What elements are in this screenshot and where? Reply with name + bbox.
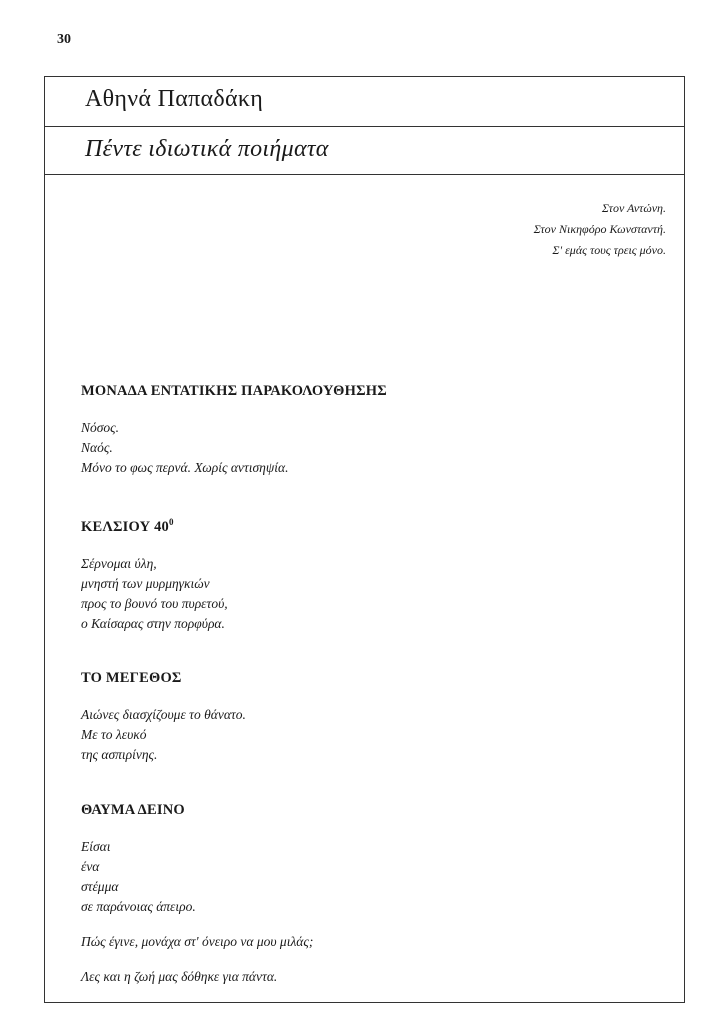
poem-stanza bbox=[81, 967, 641, 987]
author-band bbox=[45, 77, 684, 127]
poem-line: Πώς έγινε, μονάχα στ' όνειρο να μου μιλάς; bbox=[81, 933, 314, 949]
poem-title-superscript: 0 bbox=[168, 517, 174, 527]
poem-line: Λες και η ζωή μας δόθηκε για πάντα. bbox=[81, 968, 278, 984]
poem-stanza bbox=[81, 705, 641, 765]
poems-content bbox=[81, 381, 641, 987]
work-title: Πέντε ιδιωτικά ποιήματα bbox=[85, 136, 329, 162]
poem-line: Αιώνες διασχίζουμε το θάνατο. bbox=[81, 706, 246, 722]
poem-stanza bbox=[81, 837, 641, 917]
poem-line: Με το λευκό bbox=[81, 726, 147, 742]
poem-line: ένα bbox=[81, 858, 100, 874]
poem-line: Ναός. bbox=[81, 440, 113, 455]
poem-title: ΜΟΝΑΔΑ ΕΝΤΑΤΙΚΗΣ ΠΑΡΑΚΟΛΟΥΘΗΣΗΣ bbox=[81, 383, 387, 399]
poem-line: Είσαι bbox=[81, 838, 111, 854]
poem-line: προς το βουνό του πυρετού, bbox=[81, 595, 228, 611]
dedication-line: Σ' εμάς τους τρεις μόνο. bbox=[552, 243, 666, 257]
title-band bbox=[45, 127, 684, 175]
poem-title-text: ΚΕΛΣΙΟΥ 40 bbox=[81, 518, 169, 535]
poem-title bbox=[81, 512, 641, 537]
poem-stanza bbox=[81, 418, 641, 478]
poem-line: Μόνο το φως περνά. Χωρίς αντισηψία. bbox=[81, 460, 289, 475]
poem-line: της ασπιρίνης. bbox=[81, 746, 158, 762]
poem-line: σε παράνοιας άπειρο. bbox=[81, 898, 196, 914]
poem-line: ο Καίσαρας στην πορφύρα. bbox=[81, 615, 225, 631]
page-number: 30 bbox=[57, 32, 71, 47]
poem-line: Νόσος. bbox=[81, 420, 120, 435]
poem-line: μνηστή των μυρμηγκιών bbox=[81, 575, 210, 591]
poem-stanza bbox=[81, 932, 641, 952]
dedication bbox=[534, 198, 666, 261]
poem-title: ΘΑΥΜΑ ΔΕΙΝΟ bbox=[81, 801, 185, 818]
poem-stanza bbox=[81, 554, 641, 634]
dedication-line: Στον Νικηφόρο Κωνσταντή. bbox=[533, 222, 666, 236]
poem-frame bbox=[44, 76, 685, 1003]
author-name: Αθηνά Παπαδάκη bbox=[85, 86, 264, 112]
poem-line: Σέρνομαι ύλη, bbox=[81, 555, 157, 571]
poem-line: στέμμα bbox=[81, 878, 119, 894]
dedication-line: Στον Αντώνη. bbox=[601, 201, 666, 215]
poem-title: ΤΟ ΜΕΓΕΘΟΣ bbox=[81, 669, 182, 686]
